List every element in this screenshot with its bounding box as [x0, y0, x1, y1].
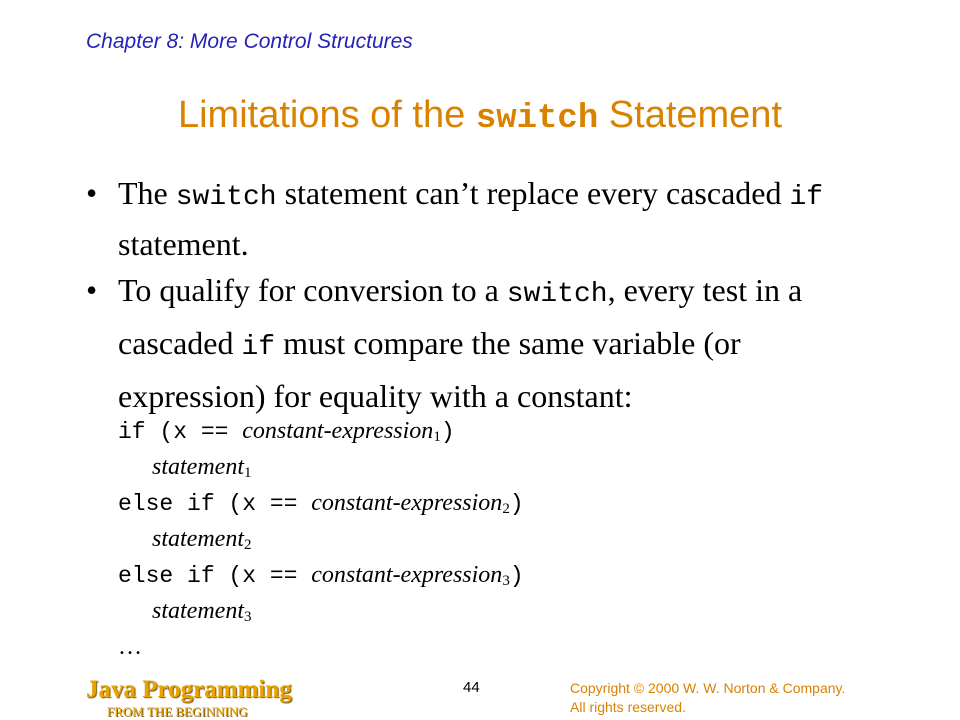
code-line-if	[118, 413, 818, 449]
code-text: else if (x ==	[118, 491, 312, 517]
text-run: statement.	[118, 226, 249, 262]
code-line-ellipsis	[118, 629, 818, 665]
code-text: )	[509, 491, 524, 517]
copyright-notice	[570, 679, 845, 717]
subscript: 3	[502, 573, 510, 589]
code-text: )	[440, 419, 455, 445]
subscript: 2	[502, 501, 510, 517]
book-subtitle: FROM THE BEGINNING	[107, 704, 248, 719]
bullet-text	[118, 170, 886, 268]
code-placeholder	[242, 418, 441, 444]
chapter-header: Chapter 8: More Control Structures	[86, 30, 413, 53]
code-text: if (x ==	[118, 419, 243, 445]
code-line-statement	[118, 521, 818, 557]
subscript: 3	[243, 609, 252, 625]
code-placeholder	[152, 526, 251, 552]
code-line-else-if	[118, 557, 818, 593]
code-placeholder	[311, 562, 510, 588]
code-example	[118, 413, 818, 665]
text-run: To qualify for conversion to a	[118, 272, 507, 308]
code-placeholder-text: constant-expression	[242, 418, 434, 444]
text-run: must compare the same variable (or expression) for equality with a constant:	[118, 325, 741, 414]
code-placeholder-text: constant-expression	[311, 490, 503, 516]
copyright-line: All rights reserved.	[570, 699, 686, 715]
code-placeholder	[152, 454, 251, 480]
bullet-marker: •	[86, 272, 98, 308]
slide-title	[0, 92, 960, 142]
code-placeholder-text: statement	[152, 598, 244, 624]
title-keyword: switch	[475, 100, 599, 138]
book-title: Java Programming	[86, 676, 292, 703]
code-placeholder	[311, 490, 510, 516]
code-placeholder-text: statement	[152, 454, 244, 480]
text-run: , every test in a cascaded	[118, 272, 803, 361]
code-text: else if (x ==	[118, 563, 312, 589]
code-line-statement	[118, 449, 818, 485]
code-placeholder	[152, 598, 251, 624]
code-keyword: switch	[506, 279, 608, 310]
bullet-marker: •	[86, 175, 98, 211]
bullet-text	[118, 266, 886, 420]
code-placeholder-text: constant-expression	[311, 562, 503, 588]
code-keyword: if	[789, 182, 824, 213]
text-run: statement can’t replace every cascaded	[276, 175, 790, 211]
title-text-before: Limitations of the	[177, 94, 476, 136]
code-keyword: switch	[175, 182, 277, 213]
copyright-line: Copyright © 2000 W. W. Norton & Company.	[570, 680, 846, 696]
code-line-statement	[118, 593, 818, 629]
bullet-item	[86, 266, 886, 420]
page-number: 44	[463, 679, 480, 696]
subscript: 2	[243, 537, 252, 553]
code-keyword: if	[241, 332, 276, 363]
text-run: The	[118, 175, 176, 211]
bullet-item	[86, 170, 886, 268]
code-text: )	[509, 563, 524, 589]
ellipsis: …	[118, 634, 142, 660]
title-text-after: Statement	[598, 94, 782, 136]
code-line-else-if	[118, 485, 818, 521]
subscript: 1	[243, 465, 252, 481]
subscript: 1	[433, 429, 441, 445]
code-placeholder-text: statement	[152, 526, 244, 552]
